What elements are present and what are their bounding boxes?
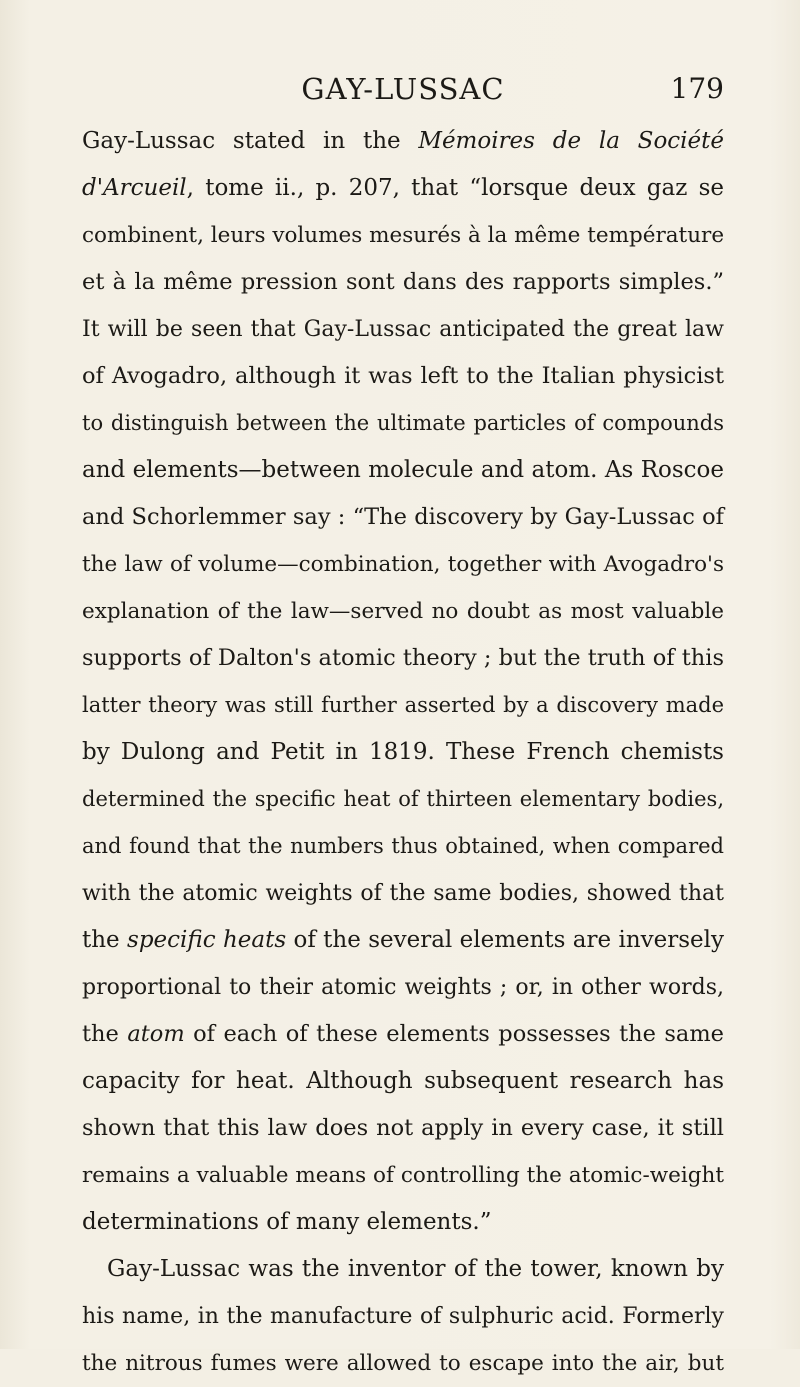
text-line xyxy=(82,353,724,400)
text-segment: It will be seen that Gay-Lussac anticipated the great law xyxy=(82,317,724,342)
text-line xyxy=(82,964,724,1011)
text-segment: and Schorlemmer say : “The discovery by Gay-Lussac of xyxy=(82,504,724,530)
text-line xyxy=(82,447,724,494)
text-line xyxy=(82,1246,724,1293)
text-segment: the xyxy=(82,1021,128,1047)
text-segment: explanation of the law—served no doubt as most valuable xyxy=(82,599,724,624)
text-segment: determined the specific heat of thirteen elementary bodies, xyxy=(82,787,724,811)
text-line xyxy=(82,400,724,447)
text-segment: Gay-Lussac stated in the xyxy=(82,128,419,154)
text-line xyxy=(82,1199,724,1246)
running-title: GAY-LUSSAC xyxy=(301,72,505,106)
text-segment: shown that this law does not apply in every case, it still xyxy=(82,1115,724,1141)
body-text xyxy=(82,118,724,1387)
text-line xyxy=(82,1293,724,1340)
text-segment: with the atomic weights of the same bodies, showed that xyxy=(82,881,724,906)
text-line xyxy=(82,259,724,306)
text-segment: supports of Dalton's atomic theory ; but the truth of this xyxy=(82,645,724,671)
text-segment: determinations of many elements.” xyxy=(82,1209,492,1235)
text-segment: of the several elements are inversely xyxy=(286,927,725,953)
text-line xyxy=(82,541,724,588)
text-line xyxy=(82,917,724,964)
text-line xyxy=(82,1058,724,1105)
text-segment: et à la même pression sont dans des rapports simples.” xyxy=(82,269,724,295)
text-line xyxy=(82,776,724,823)
text-segment: his name, in the manufacture of sulphuric acid. Formerly xyxy=(82,1304,724,1329)
text-line xyxy=(82,1152,724,1199)
text-line xyxy=(82,306,724,353)
page-header xyxy=(82,72,724,112)
text-segment: capacity for heat. Although subsequent research has xyxy=(82,1068,724,1094)
text-line xyxy=(82,823,724,870)
italic-text: d'Arcueil xyxy=(82,175,187,201)
text-segment: by Dulong and Petit in 1819. These French chemists xyxy=(82,739,724,765)
text-line xyxy=(82,1105,724,1152)
text-line xyxy=(82,682,724,729)
text-line xyxy=(82,729,724,776)
text-line xyxy=(82,588,724,635)
text-segment: and elements—between molecule and atom. As Roscoe xyxy=(82,457,724,483)
text-line xyxy=(82,1340,724,1387)
text-segment: , tome ii., p. 207, that “lorsque deux gaz se xyxy=(186,175,724,201)
text-segment: to distinguish between the ultimate particles of compounds xyxy=(82,411,724,435)
page-number: 179 xyxy=(670,72,724,105)
text-segment: the nitrous fumes were allowed to escape into the air, but xyxy=(82,1351,724,1376)
text-segment: of Avogadro, although it was left to the Italian physicist xyxy=(82,363,724,389)
text-line xyxy=(82,165,724,212)
italic-text: atom xyxy=(127,1021,185,1047)
text-segment: combinent, leurs volumes mesurés à la même température xyxy=(82,223,725,248)
text-segment: proportional to their atomic weights ; or, in other words, xyxy=(82,975,724,1000)
italic-text: specific heats xyxy=(127,927,287,953)
text-line xyxy=(82,1011,724,1058)
text-segment: and found that the numbers thus obtained, when compared xyxy=(82,834,724,858)
text-line xyxy=(82,494,724,541)
text-segment: remains a valuable means of controlling the atomic-weight xyxy=(82,1163,724,1188)
text-line xyxy=(82,212,724,259)
italic-text: Mémoires de la Société xyxy=(418,128,724,154)
text-segment: of each of these elements possesses the same xyxy=(184,1021,724,1047)
text-segment: latter theory was still further asserted by a discovery made xyxy=(82,693,724,717)
text-line xyxy=(82,118,724,165)
text-segment: the xyxy=(82,927,128,953)
text-line xyxy=(82,870,724,917)
text-segment: the law of volume—combination, together with Avogadro's xyxy=(82,552,724,577)
text-line xyxy=(82,635,724,682)
text-segment: Gay-Lussac was the inventor of the tower, known by xyxy=(107,1256,724,1282)
